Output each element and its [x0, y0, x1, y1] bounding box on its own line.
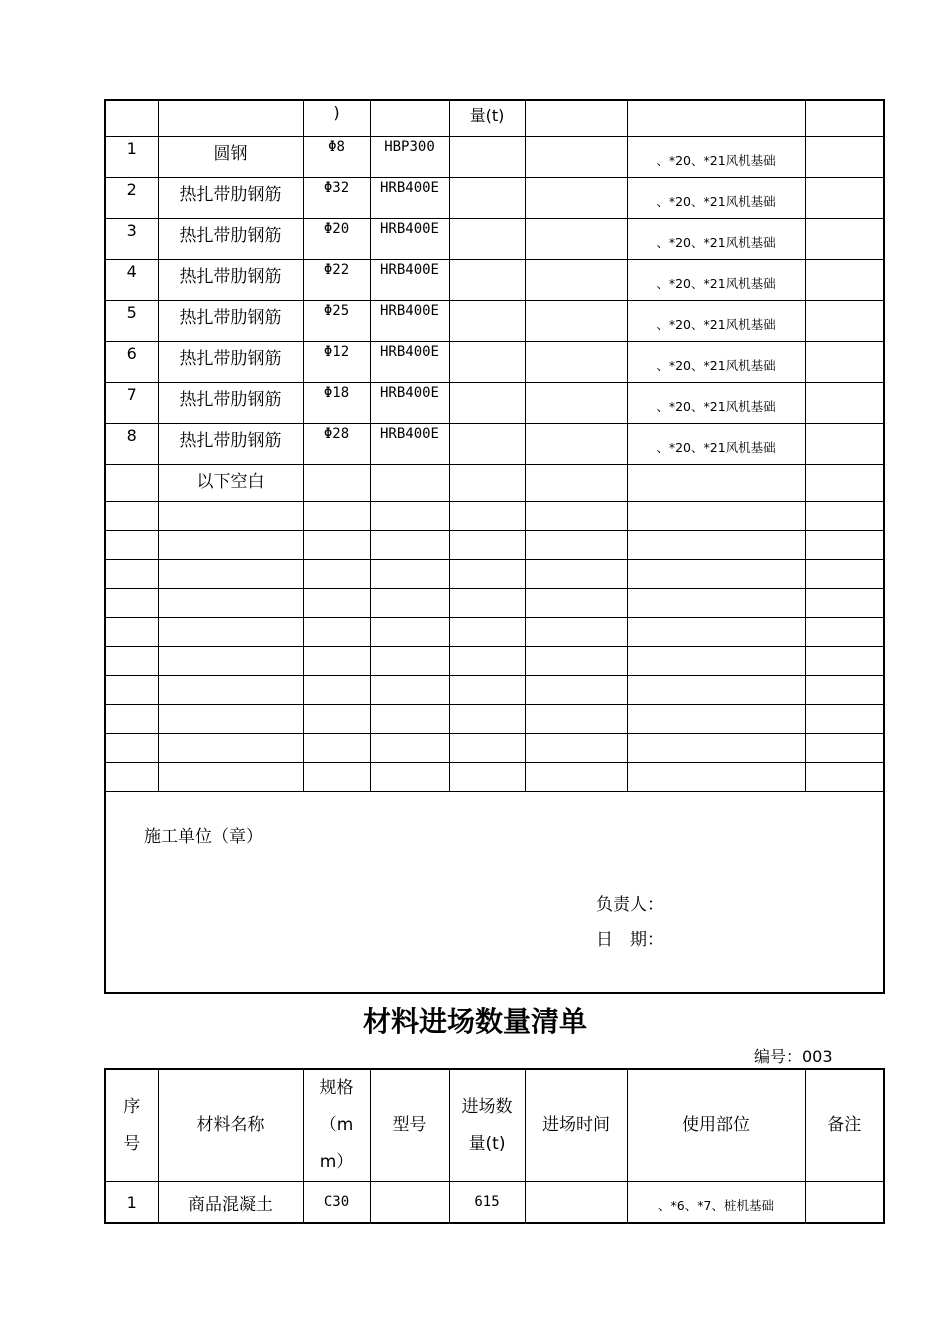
- cell: [525, 464, 627, 501]
- cell: [449, 501, 525, 530]
- cell: [525, 530, 627, 559]
- cell: [627, 733, 805, 762]
- cell: [805, 704, 884, 733]
- cell: [805, 588, 884, 617]
- remark: [805, 1182, 884, 1224]
- material-name: 圆钢: [158, 136, 303, 177]
- cell: [370, 617, 449, 646]
- entry-time: [525, 136, 627, 177]
- cell: [105, 501, 158, 530]
- usage-location: 、*20、*21风机基础: [627, 177, 805, 218]
- cell: [525, 501, 627, 530]
- cell: [303, 464, 370, 501]
- cell: [303, 646, 370, 675]
- cell: [805, 675, 884, 704]
- cell: [449, 675, 525, 704]
- row-no: 4: [105, 259, 158, 300]
- model: HRB400E: [370, 300, 449, 341]
- cell: [303, 704, 370, 733]
- remark: [805, 177, 884, 218]
- qty: [449, 382, 525, 423]
- cell: [805, 464, 884, 501]
- header-name: 材料名称: [158, 1069, 303, 1182]
- qty: 615: [449, 1182, 525, 1224]
- cell: [158, 501, 303, 530]
- cell: [627, 588, 805, 617]
- cell: [805, 559, 884, 588]
- empty-row: [105, 588, 884, 617]
- cell: [805, 530, 884, 559]
- header-remark: 备注: [805, 1069, 884, 1182]
- cell: [370, 100, 449, 136]
- row-no: 2: [105, 177, 158, 218]
- cell: [449, 733, 525, 762]
- model: [370, 1182, 449, 1224]
- cell: [105, 762, 158, 791]
- table-row: [105, 218, 884, 259]
- cell: [627, 675, 805, 704]
- model: HRB400E: [370, 259, 449, 300]
- page-title: 材料进场数量清单: [362, 1005, 587, 1038]
- empty-row: [105, 762, 884, 791]
- cell: [370, 762, 449, 791]
- cell: [449, 559, 525, 588]
- cell: [158, 704, 303, 733]
- row-no: 1: [105, 136, 158, 177]
- remark: [805, 341, 884, 382]
- spec: Φ8: [303, 136, 370, 177]
- spec: Φ25: [303, 300, 370, 341]
- remark: [805, 218, 884, 259]
- cell: [158, 588, 303, 617]
- cell: [105, 464, 158, 501]
- cell: [627, 704, 805, 733]
- header-no-text: 序号: [123, 1096, 141, 1154]
- cell: [303, 675, 370, 704]
- entry-time: [525, 1182, 627, 1224]
- construction-unit-seal-label: 施工单位（章）: [144, 826, 263, 847]
- entry-time: [525, 300, 627, 341]
- qty: [449, 218, 525, 259]
- table-row: [105, 382, 884, 423]
- spec: Φ12: [303, 341, 370, 382]
- row-no: 3: [105, 218, 158, 259]
- empty-row: [105, 559, 884, 588]
- cell: [105, 559, 158, 588]
- qty: [449, 177, 525, 218]
- entry-time: [525, 218, 627, 259]
- header-spec: [303, 1069, 370, 1182]
- cell: [525, 588, 627, 617]
- header-row: [105, 1069, 884, 1182]
- remark: [805, 300, 884, 341]
- cell: [805, 762, 884, 791]
- cell: [303, 559, 370, 588]
- header-qty-text: 进场数量(t): [461, 1096, 513, 1154]
- model: HRB400E: [370, 382, 449, 423]
- cell: [449, 617, 525, 646]
- empty-row: [105, 530, 884, 559]
- material-name: 热扎带肋钢筋: [158, 341, 303, 382]
- material-name: 热扎带肋钢筋: [158, 423, 303, 464]
- cell: [158, 762, 303, 791]
- cell: [370, 464, 449, 501]
- material-name: 热扎带肋钢筋: [158, 300, 303, 341]
- cell: [370, 588, 449, 617]
- blank-note: 以下空白: [158, 464, 303, 501]
- empty-row: [105, 617, 884, 646]
- table-row: [105, 423, 884, 464]
- cell: [370, 501, 449, 530]
- cell: [627, 646, 805, 675]
- entry-time: [525, 382, 627, 423]
- cell: [370, 646, 449, 675]
- cell: [158, 617, 303, 646]
- spec: Φ18: [303, 382, 370, 423]
- entry-time: [525, 177, 627, 218]
- cell: [158, 100, 303, 136]
- spec: Φ32: [303, 177, 370, 218]
- cell: [158, 559, 303, 588]
- blank-note-row: [105, 464, 884, 501]
- cell: [449, 588, 525, 617]
- cell: [525, 646, 627, 675]
- entry-time: [525, 423, 627, 464]
- model: HRB400E: [370, 218, 449, 259]
- spec: Φ22: [303, 259, 370, 300]
- signature-block: [105, 791, 884, 993]
- materials-table-continued: [104, 99, 885, 994]
- empty-row: [105, 733, 884, 762]
- cell: [105, 617, 158, 646]
- cell: [627, 501, 805, 530]
- cell: [525, 100, 627, 136]
- responsible-person-label: 负责人：: [596, 894, 664, 915]
- cell: [449, 464, 525, 501]
- entry-time: [525, 259, 627, 300]
- table-row: [105, 300, 884, 341]
- qty: [449, 423, 525, 464]
- cell: [805, 100, 884, 136]
- cell: [370, 675, 449, 704]
- usage-location: 、*20、*21风机基础: [627, 423, 805, 464]
- header-time: 进场时间: [525, 1069, 627, 1182]
- qty: [449, 300, 525, 341]
- empty-row: [105, 646, 884, 675]
- document-number: 编号：003: [754, 1047, 833, 1066]
- cell: [627, 617, 805, 646]
- remark: [805, 423, 884, 464]
- cell: [627, 100, 805, 136]
- qty-header-fragment: 量(t): [449, 100, 525, 136]
- signature-row: [105, 791, 884, 993]
- qty: [449, 259, 525, 300]
- cell: [525, 559, 627, 588]
- cell: [805, 501, 884, 530]
- cell: [158, 675, 303, 704]
- cell: [525, 762, 627, 791]
- usage-location: 、*20、*21风机基础: [627, 218, 805, 259]
- row-no: 8: [105, 423, 158, 464]
- cell: [627, 530, 805, 559]
- cell: [303, 617, 370, 646]
- qty: [449, 136, 525, 177]
- model: HRB400E: [370, 341, 449, 382]
- cell: [525, 733, 627, 762]
- usage-location: 、*20、*21风机基础: [627, 341, 805, 382]
- cell: [105, 588, 158, 617]
- entry-time: [525, 341, 627, 382]
- cell: [158, 733, 303, 762]
- cell: [370, 530, 449, 559]
- cell: [627, 464, 805, 501]
- model: HRB400E: [370, 177, 449, 218]
- cell: [105, 733, 158, 762]
- cell: [158, 646, 303, 675]
- header-fragment-row: [105, 100, 884, 136]
- material-name: 热扎带肋钢筋: [158, 177, 303, 218]
- usage-location: 、*20、*21风机基础: [627, 382, 805, 423]
- material-name: 热扎带肋钢筋: [158, 259, 303, 300]
- table-row: [105, 136, 884, 177]
- table-row: [105, 177, 884, 218]
- empty-row: [105, 704, 884, 733]
- cell: [105, 530, 158, 559]
- header-spec-text: 规格（mm）: [319, 1078, 354, 1172]
- cell: [449, 704, 525, 733]
- spec-header-fragment: ): [303, 100, 370, 136]
- row-no: 6: [105, 341, 158, 382]
- cell: [105, 100, 158, 136]
- cell: [627, 559, 805, 588]
- model: HRB400E: [370, 423, 449, 464]
- material-name: 商品混凝土: [158, 1182, 303, 1224]
- cell: [105, 704, 158, 733]
- remark: [805, 382, 884, 423]
- header-model: 型号: [370, 1069, 449, 1182]
- spec: C30: [303, 1182, 370, 1224]
- usage-location: 、*6、*7、桩机基础: [627, 1182, 805, 1224]
- header-no: [105, 1069, 158, 1182]
- cell: [449, 530, 525, 559]
- cell: [105, 675, 158, 704]
- cell: [449, 762, 525, 791]
- table-row: [105, 259, 884, 300]
- spec: Φ20: [303, 218, 370, 259]
- remark: [805, 136, 884, 177]
- cell: [525, 704, 627, 733]
- cell: [805, 646, 884, 675]
- row-no: 5: [105, 300, 158, 341]
- cell: [370, 733, 449, 762]
- cell: [303, 501, 370, 530]
- table-row: [105, 341, 884, 382]
- date-label: 日 期：: [596, 929, 664, 950]
- cell: [303, 588, 370, 617]
- spec: Φ28: [303, 423, 370, 464]
- material-name: 热扎带肋钢筋: [158, 218, 303, 259]
- model: HBP300: [370, 136, 449, 177]
- material-name: 热扎带肋钢筋: [158, 382, 303, 423]
- cell: [303, 733, 370, 762]
- cell: [303, 530, 370, 559]
- cell: [449, 646, 525, 675]
- cell: [805, 733, 884, 762]
- remark: [805, 259, 884, 300]
- empty-row: [105, 501, 884, 530]
- table-row: [105, 1182, 884, 1224]
- qty: [449, 341, 525, 382]
- empty-row: [105, 675, 884, 704]
- cell: [627, 762, 805, 791]
- cell: [370, 704, 449, 733]
- cell: [370, 559, 449, 588]
- header-qty: [449, 1069, 525, 1182]
- cell: [525, 617, 627, 646]
- usage-location: 、*20、*21风机基础: [627, 259, 805, 300]
- cell: [525, 675, 627, 704]
- row-no: 7: [105, 382, 158, 423]
- materials-table: [104, 1068, 885, 1224]
- header-location: 使用部位: [627, 1069, 805, 1182]
- cell: [805, 617, 884, 646]
- cell: [303, 762, 370, 791]
- row-no: 1: [105, 1182, 158, 1224]
- usage-location: 、*20、*21风机基础: [627, 300, 805, 341]
- cell: [105, 646, 158, 675]
- usage-location: 、*20、*21风机基础: [627, 136, 805, 177]
- cell: [158, 530, 303, 559]
